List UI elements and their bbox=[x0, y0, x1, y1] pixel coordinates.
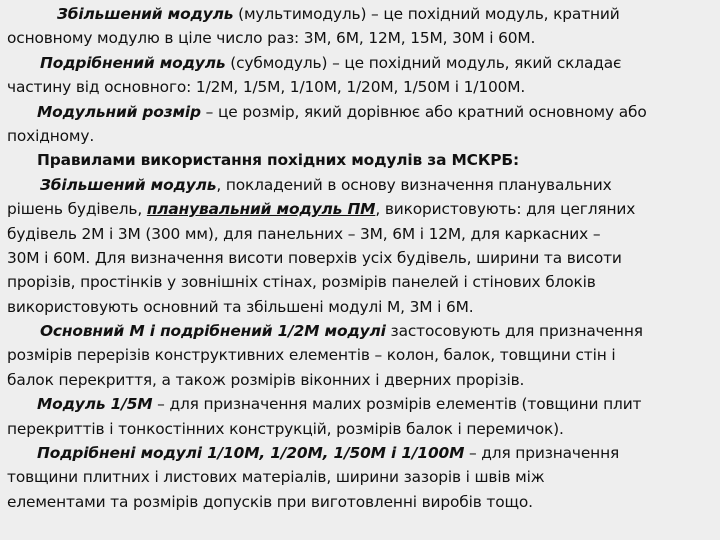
paragraph-line bbox=[7, 270, 712, 294]
text: основному модулю в ціле число раз: 3М, 6М, 12М, 15М, 30М і 60М. bbox=[7, 29, 536, 48]
term-modular-size: Модульний розмір bbox=[37, 102, 201, 121]
paragraph-line bbox=[7, 368, 712, 392]
paragraph-line bbox=[7, 100, 712, 124]
paragraph-line bbox=[7, 319, 712, 343]
text: – для призначення bbox=[464, 444, 620, 463]
text: товщини плитних і листових матеріалів, ширини зазорів і швів між bbox=[7, 468, 545, 487]
paragraph-line bbox=[7, 2, 712, 26]
paragraph-line bbox=[7, 75, 712, 99]
text: похідному. bbox=[7, 126, 95, 145]
term-reduced-module: Подрібнений модуль bbox=[40, 53, 226, 72]
text: балок перекриття, а також розмірів віконних і дверних прорізів. bbox=[7, 370, 525, 389]
paragraph-line bbox=[7, 124, 712, 148]
term-module-1-5: Модуль 1/5М bbox=[37, 395, 153, 414]
text: будівель 2М і 3М (300 мм), для панельних – 3М, 6М і 12М, для каркасних – bbox=[7, 224, 601, 243]
paragraph-line bbox=[7, 51, 712, 75]
text: , використовують: для цегляних bbox=[375, 200, 636, 219]
term-basic-and-half-module: Основний М і подрібнений 1/2М модулі bbox=[40, 322, 386, 341]
rules-heading: Правилами використання похідних модулів за МСКРБ: bbox=[37, 151, 519, 170]
paragraph-line bbox=[7, 222, 712, 246]
paragraph-line bbox=[7, 295, 712, 319]
paragraph-line bbox=[7, 490, 712, 514]
text: (субмодуль) – це похідний модуль, який складає bbox=[225, 53, 622, 72]
text: розмірів перерізів конструктивних елементів – колон, балок, товщини стін і bbox=[7, 346, 616, 365]
text: перекриттів і тонкостінних конструкцій, розмірів балок і перемичок). bbox=[7, 419, 564, 438]
text: рішень будівель, bbox=[7, 200, 147, 219]
text: 30М і 60М. Для визначення висоти поверхів усіх будівель, ширини та висоти bbox=[7, 248, 622, 267]
text: , покладений в основу визначення планувальних bbox=[216, 175, 612, 194]
term-enlarged-module: Збільшений модуль bbox=[40, 175, 217, 194]
paragraph-line bbox=[7, 26, 712, 50]
text: частину від основного: 1/2М, 1/5М, 1/10М, 1/20М, 1/50М і 1/100М. bbox=[7, 78, 526, 97]
term-planning-module: планувальний модуль ПМ bbox=[146, 200, 376, 219]
paragraph-line bbox=[7, 246, 712, 270]
text: елементами та розмірів допусків при виготовленні виробів тощо. bbox=[7, 492, 533, 511]
text: – це розмір, який дорівнює або кратний основному або bbox=[200, 102, 647, 121]
paragraph-line bbox=[7, 441, 712, 465]
section-heading bbox=[7, 148, 712, 172]
term-enlarged-module: Збільшений модуль bbox=[57, 5, 234, 23]
paragraph-line bbox=[7, 417, 712, 441]
paragraph-line bbox=[7, 343, 712, 367]
text: використовують основний та збільшені модулі М, 3М і 6М. bbox=[7, 297, 474, 316]
term-reduced-modules: Подрібнені модулі 1/10М, 1/20М, 1/50М і 1/100М bbox=[37, 444, 465, 463]
paragraph-line bbox=[7, 173, 712, 197]
paragraph-line bbox=[7, 392, 712, 416]
text: (мультимодуль) – це похідний модуль, кратний bbox=[233, 5, 620, 23]
text: застосовують для призначення bbox=[385, 322, 643, 341]
paragraph-line bbox=[7, 197, 712, 221]
text: прорізів, простінків у зовнішніх стінах, розмірів панелей і стінових блоків bbox=[7, 273, 596, 292]
paragraph-line bbox=[7, 465, 712, 489]
text: – для призначення малих розмірів елементів (товщини плит bbox=[152, 395, 642, 414]
